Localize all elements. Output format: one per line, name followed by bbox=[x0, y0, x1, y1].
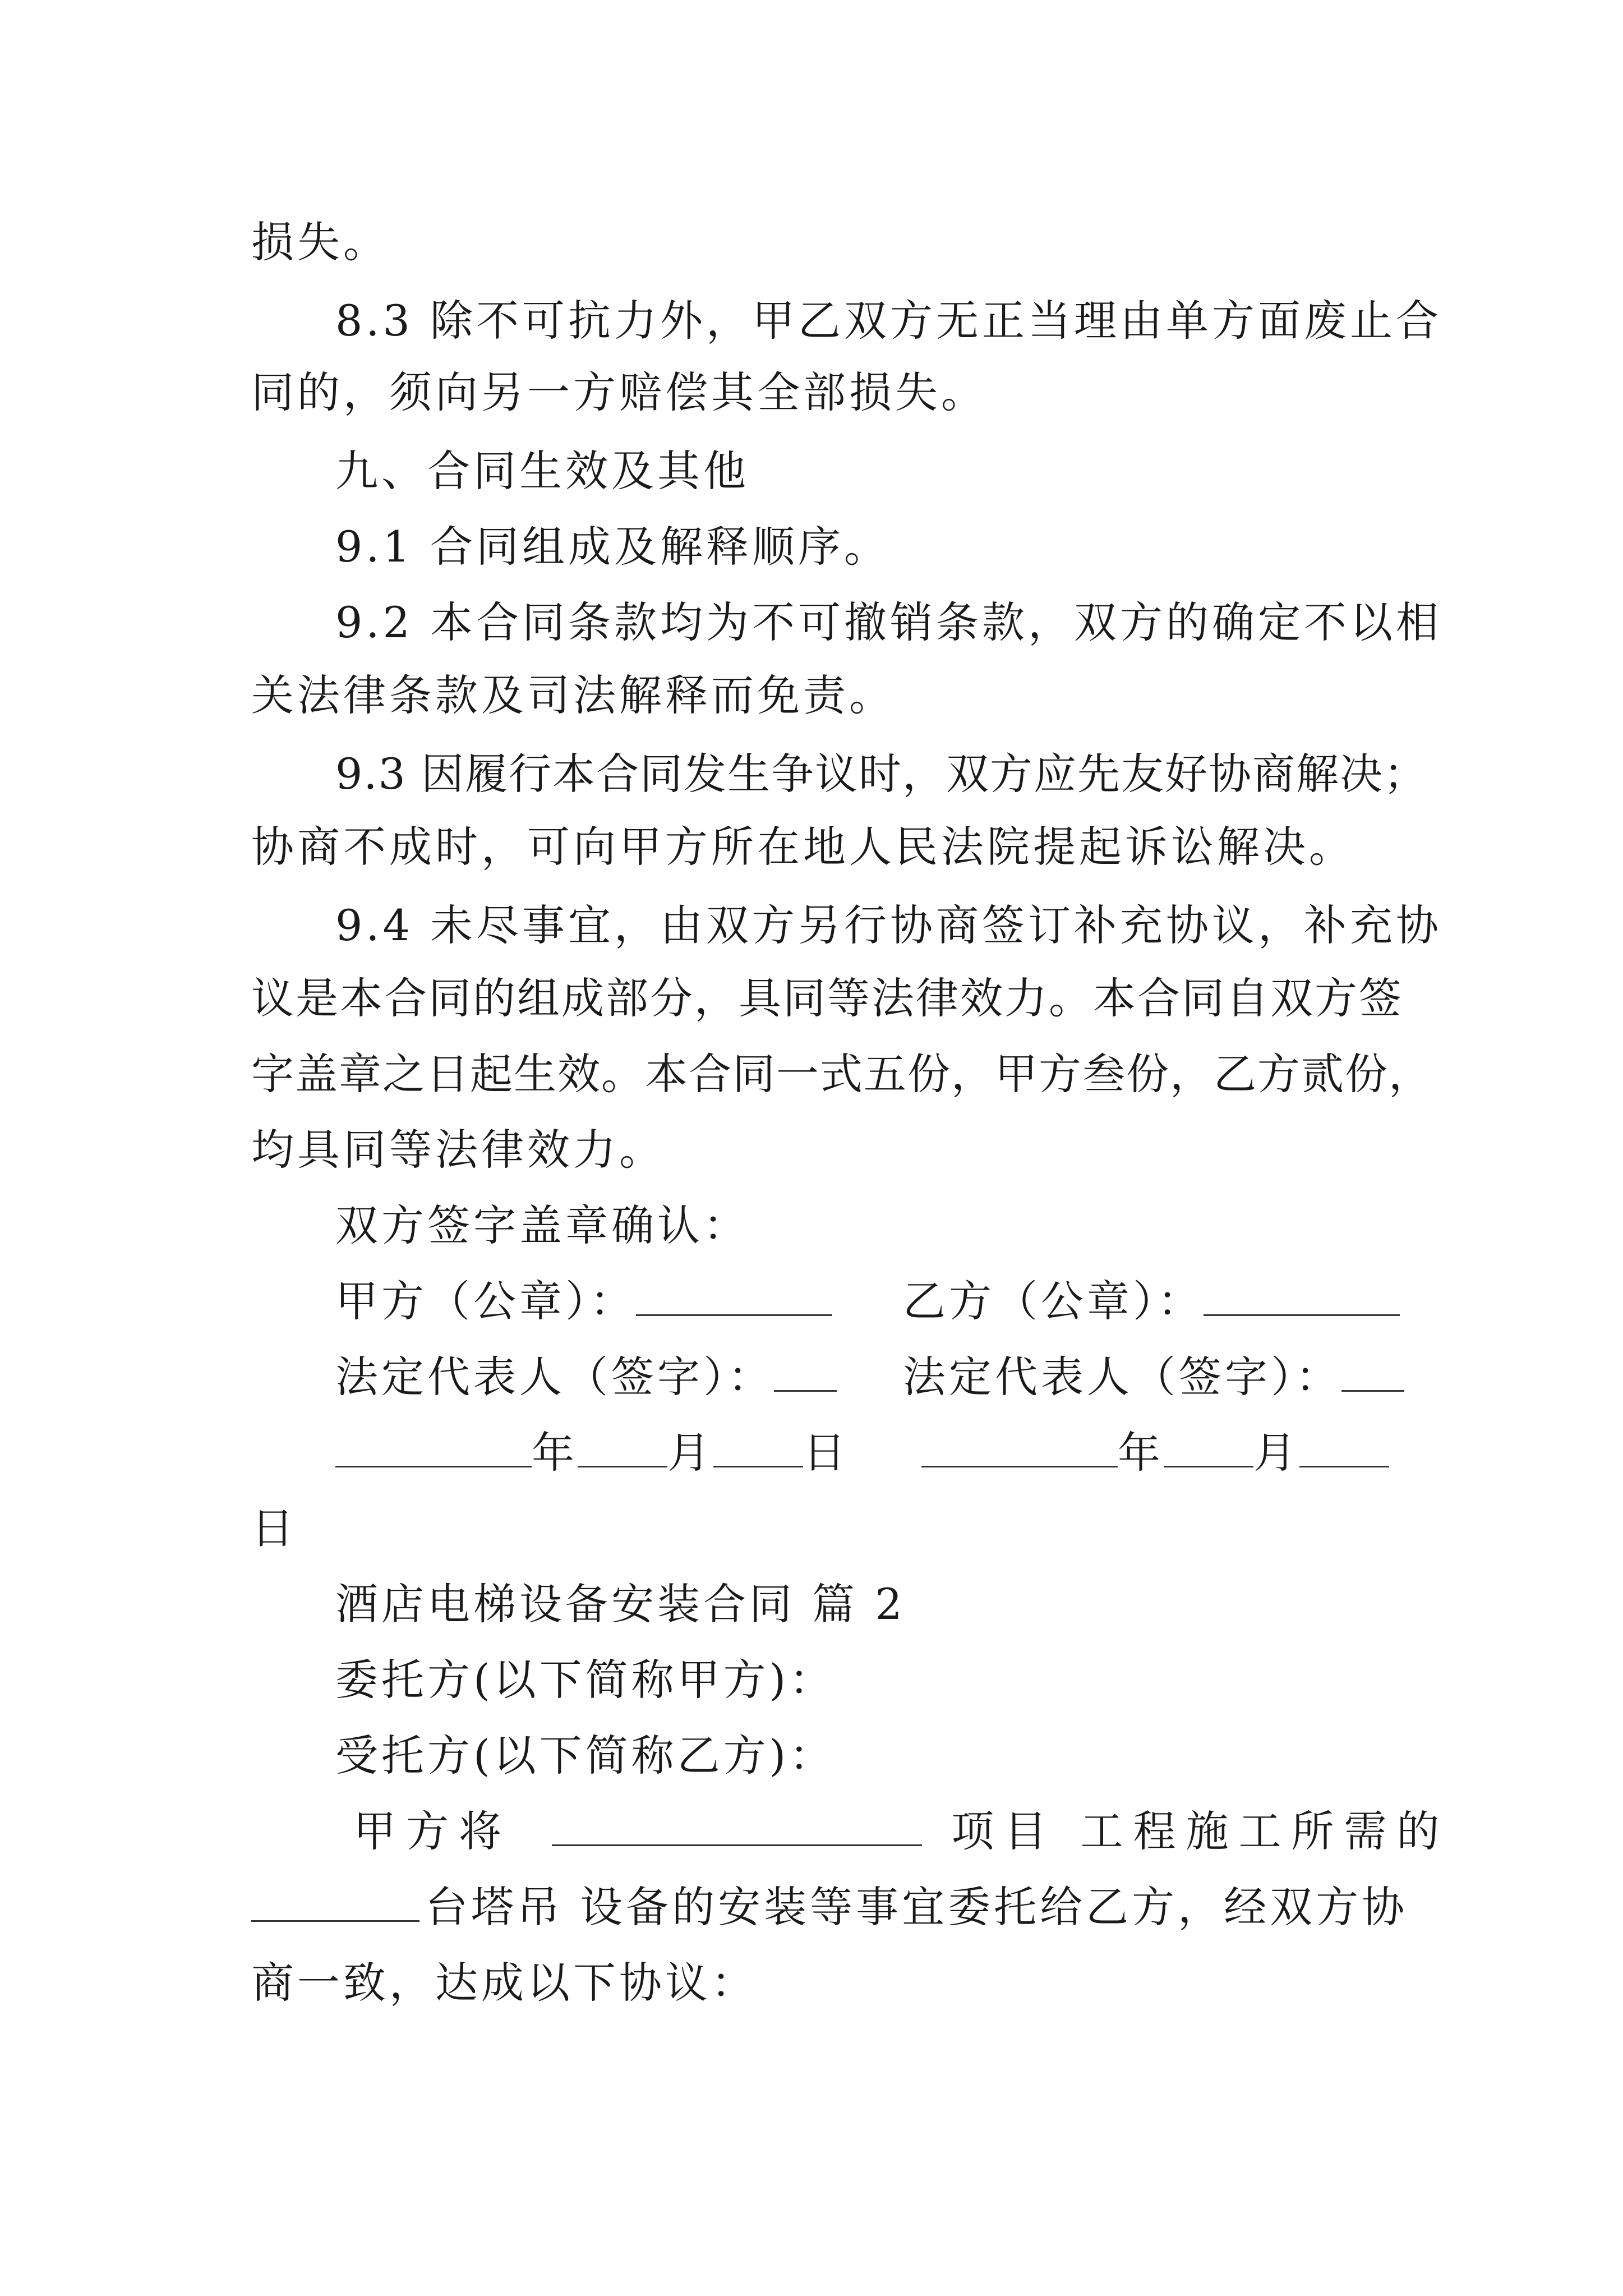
month-blank bbox=[578, 1431, 667, 1467]
project-blank bbox=[552, 1810, 922, 1846]
party-b-seal-label: 乙方（公章）： bbox=[903, 1276, 1204, 1326]
party-b-rep-blank bbox=[1341, 1355, 1404, 1392]
month-label: 月 bbox=[667, 1428, 713, 1478]
section-title: 酒店电梯设备安装合同 篇 2 bbox=[335, 1579, 906, 1629]
party-a-rep-blank bbox=[774, 1355, 837, 1392]
party-a-date bbox=[335, 1419, 849, 1487]
text-line: 均具同等法律效力。 bbox=[251, 1125, 665, 1175]
text-line: 同的，须向另一方赔偿其全部损失。 bbox=[251, 367, 987, 417]
day-blank bbox=[1299, 1431, 1389, 1467]
year-label: 年 bbox=[532, 1428, 578, 1478]
agreement-para-line: 商一致，达成以下协议： bbox=[251, 1958, 757, 2008]
date-day-wrap: 日 bbox=[251, 1503, 297, 1553]
party-b-seal bbox=[903, 1268, 1400, 1335]
month-blank bbox=[1164, 1431, 1253, 1467]
day-label: 日 bbox=[803, 1428, 849, 1478]
party-b-rep bbox=[903, 1343, 1404, 1411]
signature-intro: 双方签字盖章确认： bbox=[335, 1200, 749, 1250]
date-row bbox=[335, 1419, 1384, 1487]
text-line: 9.4 未尽事宜，由双方另行协商签订补充协议，补充协 bbox=[335, 900, 1442, 950]
text-line: 议是本合同的组成部分，具同等法律效力。本合同自双方签 bbox=[251, 973, 1403, 1023]
para-start: 甲方将 bbox=[353, 1806, 511, 1856]
quantity-blank bbox=[251, 1885, 419, 1922]
contractor-line: 受托方(以下简称乙方)： bbox=[335, 1731, 836, 1780]
text-line: 8.3 除不可抗力外，甲乙双方无正当理由单方面废止合 bbox=[335, 296, 1442, 346]
year-blank bbox=[921, 1431, 1118, 1467]
day-blank bbox=[713, 1431, 803, 1467]
text-line: 9.1 合同组成及解释顺序。 bbox=[335, 522, 891, 572]
text-line: 9.3 因履行本合同发生争议时，双方应先友好协商解决； bbox=[335, 749, 1428, 799]
party-a-rep-label: 法定代表人（签字）： bbox=[335, 1352, 774, 1402]
para-text: 台塔吊 设备的安装等事宜委托给乙方，经双方协 bbox=[425, 1882, 1408, 1932]
para-mid: 项目 工程施工所需的 bbox=[951, 1806, 1450, 1856]
party-a-seal-label: 甲方（公章）： bbox=[335, 1276, 636, 1326]
party-b-rep-label: 法定代表人（签字）： bbox=[903, 1352, 1341, 1402]
section-heading: 九、合同生效及其他 bbox=[335, 446, 749, 496]
representative-row bbox=[335, 1343, 1384, 1411]
text-line: 损失。 bbox=[251, 217, 389, 267]
seal-row bbox=[335, 1268, 1384, 1335]
party-a-seal bbox=[335, 1268, 832, 1335]
text-line: 协商不成时，可向甲方所在地人民法院提起诉讼解决。 bbox=[251, 822, 1355, 872]
party-a-seal-blank bbox=[636, 1280, 832, 1316]
year-blank bbox=[335, 1431, 532, 1467]
agreement-para-line bbox=[251, 1874, 1408, 1941]
client-line: 委托方(以下简称甲方)： bbox=[335, 1655, 836, 1705]
text-line: 9.2 本合同条款均为不可撤销条款，双方的确定不以相 bbox=[335, 597, 1442, 647]
text-line: 字盖章之日起生效。本合同一式五份，甲方叁份，乙方贰份， bbox=[251, 1049, 1432, 1099]
text-line: 关法律条款及司法解释而免责。 bbox=[251, 670, 895, 720]
agreement-para-line bbox=[353, 1798, 1450, 1865]
party-b-date bbox=[921, 1419, 1389, 1487]
month-label: 月 bbox=[1253, 1428, 1299, 1478]
year-label: 年 bbox=[1118, 1428, 1164, 1478]
party-b-seal-blank bbox=[1204, 1280, 1400, 1316]
party-a-rep bbox=[335, 1343, 837, 1411]
